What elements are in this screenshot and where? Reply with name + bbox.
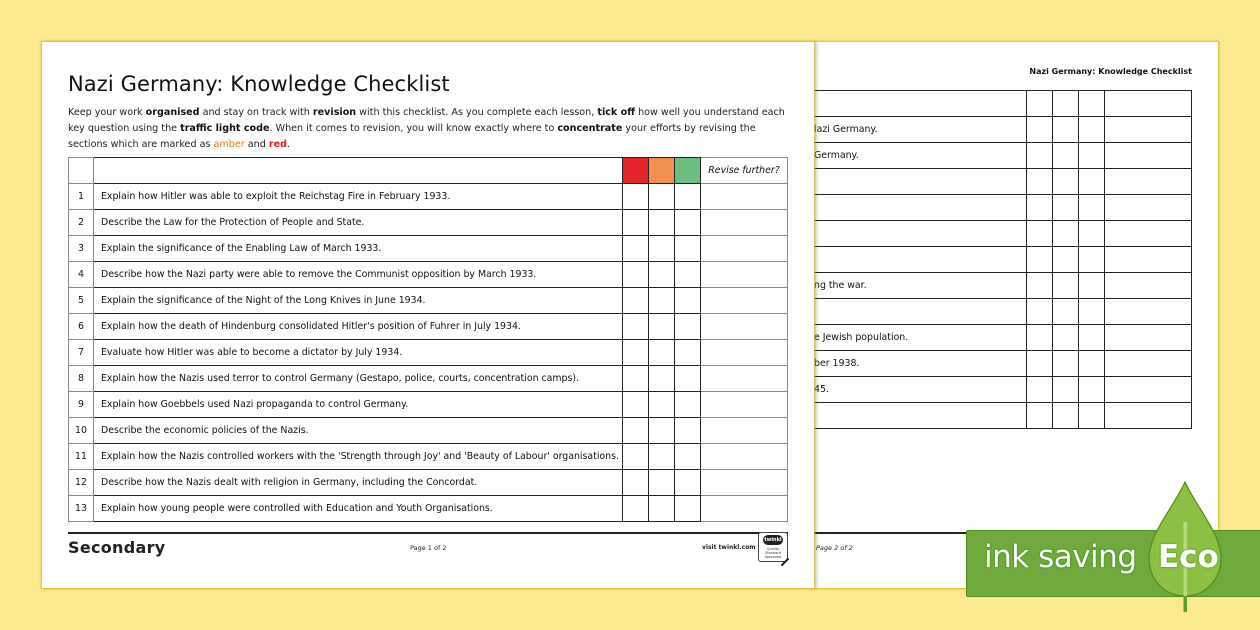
table-header-row <box>69 158 788 184</box>
badge-logo: twinkl <box>764 537 782 543</box>
row-number: 10 <box>69 418 94 444</box>
table-row <box>69 288 788 314</box>
table-row <box>69 444 788 470</box>
table-row <box>69 496 788 522</box>
question-text: 45. <box>814 377 1027 403</box>
green-tick-cell[interactable] <box>1079 143 1105 169</box>
table-row <box>814 195 1192 221</box>
amber-tick-cell[interactable] <box>649 184 675 210</box>
green-tick-cell[interactable] <box>1079 221 1105 247</box>
amber-tick-cell[interactable] <box>1053 325 1079 351</box>
table-row <box>814 377 1192 403</box>
amber-tick-cell[interactable] <box>1053 247 1079 273</box>
red-tick-cell[interactable] <box>1027 299 1053 325</box>
green-tick-cell[interactable] <box>1079 325 1105 351</box>
green-tick-cell[interactable] <box>1079 403 1105 429</box>
green-tick-cell[interactable] <box>675 314 701 340</box>
question-text: Describe how the Nazi party were able to remove the Communist opposition by March 1933. <box>94 262 623 288</box>
amber-tick-cell[interactable] <box>1053 273 1079 299</box>
question-text <box>814 403 1027 429</box>
amber-tick-cell[interactable] <box>649 392 675 418</box>
revise-further-header: Revise further? <box>701 158 788 184</box>
red-tick-cell[interactable] <box>623 340 649 366</box>
green-tick-cell[interactable] <box>675 444 701 470</box>
question-text: Explain how the Nazis controlled workers with the 'Strength through Joy' and 'Beauty of Labour' organisations. <box>94 444 623 470</box>
question-text: lazi Germany. <box>814 117 1027 143</box>
question-text <box>814 299 1027 325</box>
ink-saving-text: ink saving <box>984 539 1137 575</box>
green-tick-cell[interactable] <box>1079 247 1105 273</box>
green-tick-cell[interactable] <box>1079 351 1105 377</box>
page2-page-number: Page 2 of 2 <box>816 544 853 552</box>
row-number: 12 <box>69 470 94 496</box>
revise-further-cell[interactable] <box>1105 273 1192 299</box>
row-number: 11 <box>69 444 94 470</box>
pen-icon <box>781 558 789 566</box>
row-number: 2 <box>69 210 94 236</box>
revise-further-cell[interactable] <box>701 444 788 470</box>
green-tick-cell[interactable] <box>675 392 701 418</box>
table-row <box>814 143 1192 169</box>
revise-further-cell[interactable] <box>701 288 788 314</box>
question-text: Explain how Hitler was able to exploit the Reichstag Fire in February 1933. <box>94 184 623 210</box>
revise-further-cell[interactable] <box>701 236 788 262</box>
red-tick-cell[interactable] <box>623 236 649 262</box>
amber-tick-cell[interactable] <box>1053 143 1079 169</box>
red-tick-cell[interactable] <box>1027 403 1053 429</box>
table-row <box>69 236 788 262</box>
table-row <box>69 418 788 444</box>
revise-further-cell[interactable] <box>1105 247 1192 273</box>
question-text: Describe the economic policies of the Nazis. <box>94 418 623 444</box>
level-label: Secondary <box>68 538 166 557</box>
red-tick-cell[interactable] <box>623 366 649 392</box>
intro-bold: organised <box>145 107 200 118</box>
table-row <box>814 169 1192 195</box>
row-number: 7 <box>69 340 94 366</box>
revise-further-cell[interactable] <box>701 418 788 444</box>
green-tick-cell[interactable] <box>1079 273 1105 299</box>
amber-word: amber <box>213 139 245 150</box>
revise-further-cell[interactable] <box>1105 143 1192 169</box>
amber-tick-cell[interactable] <box>1053 351 1079 377</box>
question-text <box>814 169 1027 195</box>
green-tick-cell[interactable] <box>675 236 701 262</box>
question-text: ng the war. <box>814 273 1027 299</box>
revise-further-cell[interactable] <box>701 340 788 366</box>
revise-further-cell[interactable] <box>701 470 788 496</box>
green-tick-cell[interactable] <box>675 496 701 522</box>
red-tick-cell[interactable] <box>623 262 649 288</box>
footer-rule <box>68 532 788 534</box>
question-text: Explain the significance of the Enabling Law of March 1933. <box>94 236 623 262</box>
green-tick-cell[interactable] <box>675 262 701 288</box>
intro-text: with this checklist. As you complete each lesson, <box>356 107 598 118</box>
question-text <box>814 195 1027 221</box>
amber-tick-cell[interactable] <box>649 470 675 496</box>
intro-text: your efforts by revising the sections which are marked as <box>68 123 756 150</box>
revise-further-cell[interactable] <box>1105 221 1192 247</box>
revise-further-cell[interactable] <box>1105 117 1192 143</box>
row-number: 6 <box>69 314 94 340</box>
intro-text: and <box>244 139 269 150</box>
red-tick-cell[interactable] <box>623 392 649 418</box>
eco-label: Eco <box>1158 539 1219 575</box>
page2-checklist-table <box>813 90 1192 429</box>
badge-subtext: Quality Standard Approved <box>764 547 782 559</box>
red-tick-cell[interactable] <box>1027 169 1053 195</box>
question-text: ber 1938. <box>814 351 1027 377</box>
table-row <box>69 340 788 366</box>
table-row <box>69 392 788 418</box>
revise-further-cell[interactable] <box>701 262 788 288</box>
revise-further-cell[interactable] <box>1105 403 1192 429</box>
green-tick-cell[interactable] <box>1079 195 1105 221</box>
twinkl-quality-badge-icon <box>758 532 788 562</box>
amber-tick-cell[interactable] <box>649 340 675 366</box>
table-row <box>814 403 1192 429</box>
page-title: Nazi Germany: Knowledge Checklist <box>68 72 450 96</box>
amber-tick-cell[interactable] <box>1053 377 1079 403</box>
amber-tick-cell[interactable] <box>1053 91 1079 117</box>
intro-bold: concentrate <box>557 123 623 134</box>
row-number: 4 <box>69 262 94 288</box>
table-row <box>814 221 1192 247</box>
table-row <box>814 325 1192 351</box>
green-tick-cell[interactable] <box>675 210 701 236</box>
amber-swatch <box>649 158 675 184</box>
red-tick-cell[interactable] <box>1027 377 1053 403</box>
red-tick-cell[interactable] <box>1027 273 1053 299</box>
red-tick-cell[interactable] <box>1027 143 1053 169</box>
question-text: Explain the significance of the Night of the Long Knives in June 1934. <box>94 288 623 314</box>
revise-further-cell[interactable] <box>1105 91 1192 117</box>
green-swatch <box>675 158 701 184</box>
question-text <box>814 91 1027 117</box>
table-row <box>814 91 1192 117</box>
intro-bold: traffic light code <box>180 123 270 134</box>
green-tick-cell[interactable] <box>675 470 701 496</box>
table-row <box>69 470 788 496</box>
amber-tick-cell[interactable] <box>1053 221 1079 247</box>
question-text: Explain how Goebbels used Nazi propaganda to control Germany. <box>94 392 623 418</box>
row-number: 3 <box>69 236 94 262</box>
amber-tick-cell[interactable] <box>649 418 675 444</box>
row-number: 5 <box>69 288 94 314</box>
question-text: Explain how young people were controlled with Education and Youth Organisations. <box>94 496 623 522</box>
table-row <box>814 117 1192 143</box>
red-tick-cell[interactable] <box>623 470 649 496</box>
header-num-cell <box>69 158 94 184</box>
green-tick-cell[interactable] <box>675 340 701 366</box>
green-tick-cell[interactable] <box>675 288 701 314</box>
revise-further-cell[interactable] <box>701 210 788 236</box>
question-text: Evaluate how Hitler was able to become a dictator by July 1934. <box>94 340 623 366</box>
green-tick-cell[interactable] <box>1079 299 1105 325</box>
red-tick-cell[interactable] <box>1027 91 1053 117</box>
red-tick-cell[interactable] <box>1027 325 1053 351</box>
table-row <box>69 314 788 340</box>
question-text: e Jewish population. <box>814 325 1027 351</box>
question-text <box>814 247 1027 273</box>
revise-further-cell[interactable] <box>701 184 788 210</box>
red-tick-cell[interactable] <box>623 210 649 236</box>
revise-further-cell[interactable] <box>701 496 788 522</box>
table-row <box>814 351 1192 377</box>
intro-text: and stay on track with <box>199 107 313 118</box>
revise-further-cell[interactable] <box>701 392 788 418</box>
row-number: 1 <box>69 184 94 210</box>
red-tick-cell[interactable] <box>1027 117 1053 143</box>
revise-further-cell[interactable] <box>1105 169 1192 195</box>
question-text: Explain how the Nazis used terror to control Germany (Gestapo, police, courts, concentration camps). <box>94 366 623 392</box>
revise-further-cell[interactable] <box>1105 325 1192 351</box>
table-row <box>69 184 788 210</box>
amber-tick-cell[interactable] <box>1053 169 1079 195</box>
table-row <box>69 366 788 392</box>
intro-text: Keep your work <box>68 107 146 118</box>
green-tick-cell[interactable] <box>1079 91 1105 117</box>
red-tick-cell[interactable] <box>1027 195 1053 221</box>
red-swatch <box>623 158 649 184</box>
green-tick-cell[interactable] <box>675 366 701 392</box>
red-tick-cell[interactable] <box>623 288 649 314</box>
intro-bold: revision <box>312 107 357 118</box>
row-number: 8 <box>69 366 94 392</box>
table-row <box>814 247 1192 273</box>
red-tick-cell[interactable] <box>623 184 649 210</box>
red-tick-cell[interactable] <box>1027 247 1053 273</box>
amber-tick-cell[interactable] <box>1053 117 1079 143</box>
question-text: Describe the Law for the Protection of People and State. <box>94 210 623 236</box>
red-tick-cell[interactable] <box>623 496 649 522</box>
green-tick-cell[interactable] <box>1079 377 1105 403</box>
question-text: Germany. <box>814 143 1027 169</box>
revise-further-cell[interactable] <box>1105 351 1192 377</box>
revise-further-cell[interactable] <box>701 314 788 340</box>
question-text: Describe how the Nazis dealt with religion in Germany, including the Concordat. <box>94 470 623 496</box>
row-number: 13 <box>69 496 94 522</box>
table-row <box>69 210 788 236</box>
green-tick-cell[interactable] <box>675 184 701 210</box>
revise-further-cell[interactable] <box>1105 299 1192 325</box>
amber-tick-cell[interactable] <box>649 366 675 392</box>
page2-header-title: Nazi Germany: Knowledge Checklist <box>1029 67 1192 76</box>
table-row <box>814 273 1192 299</box>
revise-further-cell[interactable] <box>701 366 788 392</box>
red-tick-cell[interactable] <box>623 444 649 470</box>
amber-tick-cell[interactable] <box>1053 403 1079 429</box>
amber-tick-cell[interactable] <box>649 314 675 340</box>
amber-tick-cell[interactable] <box>1053 299 1079 325</box>
intro-text: . <box>286 139 291 150</box>
question-text: Explain how the death of Hindenburg consolidated Hitler's position of Fuhrer in July 1934. <box>94 314 623 340</box>
amber-tick-cell[interactable] <box>649 288 675 314</box>
red-word: red <box>268 139 287 150</box>
intro-bold: tick off <box>597 107 636 118</box>
amber-tick-cell[interactable] <box>1053 195 1079 221</box>
green-tick-cell[interactable] <box>675 418 701 444</box>
intro-paragraph <box>68 105 798 153</box>
revise-further-cell[interactable] <box>1105 377 1192 403</box>
red-tick-cell[interactable] <box>1027 351 1053 377</box>
intro-text: how well you understand each key question using the <box>68 107 785 134</box>
page-number: Page 1 of 2 <box>410 544 447 552</box>
amber-tick-cell[interactable] <box>649 444 675 470</box>
red-tick-cell[interactable] <box>623 314 649 340</box>
worksheet-page-1 <box>42 42 814 588</box>
amber-tick-cell[interactable] <box>649 236 675 262</box>
green-tick-cell[interactable] <box>1079 169 1105 195</box>
table-row <box>69 262 788 288</box>
table-row <box>814 299 1192 325</box>
amber-tick-cell[interactable] <box>649 262 675 288</box>
question-text <box>814 221 1027 247</box>
header-question-cell <box>94 158 623 184</box>
amber-tick-cell[interactable] <box>649 496 675 522</box>
checklist-table <box>68 157 788 522</box>
red-tick-cell[interactable] <box>623 418 649 444</box>
revise-further-cell[interactable] <box>1105 195 1192 221</box>
row-number: 9 <box>69 392 94 418</box>
visit-link[interactable]: visit twinkl.com <box>702 544 756 551</box>
intro-text: . When it comes to revision, you will know exactly where to <box>269 123 558 134</box>
red-tick-cell[interactable] <box>1027 221 1053 247</box>
amber-tick-cell[interactable] <box>649 210 675 236</box>
green-tick-cell[interactable] <box>1079 117 1105 143</box>
